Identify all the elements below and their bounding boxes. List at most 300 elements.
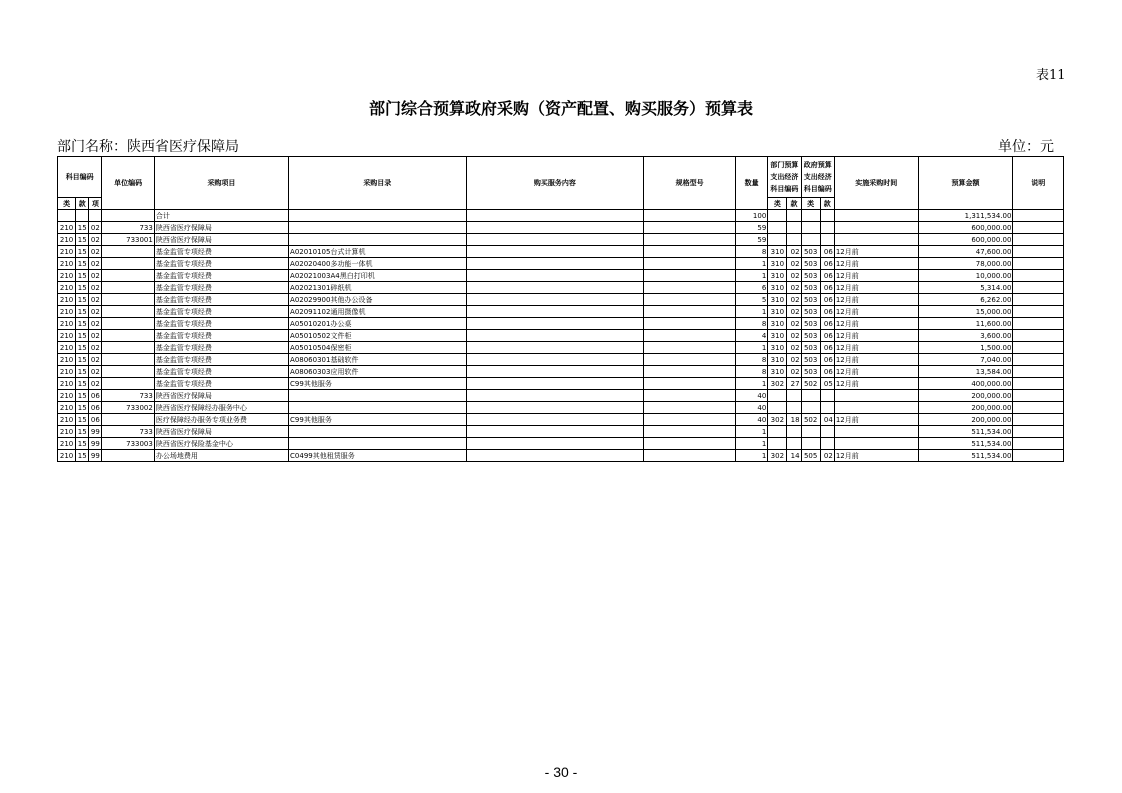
cell-item: 基金监管专项经费: [154, 294, 288, 306]
cell-xiang: 02: [89, 378, 102, 390]
cell-qty: 40: [736, 402, 768, 414]
cell-time: [834, 234, 918, 246]
header-unit-code: 单位编码: [102, 157, 154, 210]
cell-note: [1013, 414, 1064, 426]
cell-service: [466, 414, 644, 426]
cell-amount: 6,262.00: [918, 294, 1013, 306]
cell-g1: 503: [801, 306, 820, 318]
header-gov-lei: 类: [801, 198, 820, 210]
cell-g1: [801, 402, 820, 414]
cell-lei: 210: [58, 366, 76, 378]
cell-service: [466, 342, 644, 354]
cell-g2: 06: [820, 330, 834, 342]
cell-amount: 10,000.00: [918, 270, 1013, 282]
table-row: [58, 402, 1064, 414]
cell-item: 基金监管专项经费: [154, 258, 288, 270]
unit-label: 单位：元: [998, 139, 1054, 155]
cell-note: [1013, 246, 1064, 258]
cell-g2: 06: [820, 366, 834, 378]
cell-xiang: 02: [89, 258, 102, 270]
cell-note: [1013, 390, 1064, 402]
cell-d1: [768, 402, 787, 414]
cell-time: 12月前: [834, 246, 918, 258]
cell-spec: [644, 330, 736, 342]
cell-item: 陕西省医疗保障局: [154, 222, 288, 234]
page-title: 部门综合预算政府采购（资产配置、购买服务）预算表: [368, 99, 753, 118]
cell-d2: 18: [787, 414, 801, 426]
cell-lei: 210: [58, 294, 76, 306]
table-row: [58, 390, 1064, 402]
cell-d2: 27: [787, 378, 801, 390]
cell-spec: [644, 294, 736, 306]
cell-amount: 511,534.00: [918, 426, 1013, 438]
cell-g2: [820, 210, 834, 222]
cell-d1: 302: [768, 414, 787, 426]
cell-time: 12月前: [834, 354, 918, 366]
cell-catalog: A02021301碎纸机: [289, 282, 467, 294]
cell-unit: 733001: [102, 234, 154, 246]
cell-catalog: A05010504保密柜: [289, 342, 467, 354]
table-row: [58, 210, 1064, 222]
cell-item: 基金监管专项经费: [154, 306, 288, 318]
cell-d2: 02: [787, 354, 801, 366]
cell-note: [1013, 222, 1064, 234]
department-label: 部门名称：陕西省医疗保障局: [57, 139, 239, 155]
cell-d1: 310: [768, 270, 787, 282]
cell-qty: 40: [736, 414, 768, 426]
cell-unit: [102, 378, 154, 390]
table-row: [58, 342, 1064, 354]
cell-service: [466, 222, 644, 234]
cell-unit: 733: [102, 390, 154, 402]
cell-amount: 511,534.00: [918, 450, 1013, 462]
cell-g1: 503: [801, 342, 820, 354]
cell-d2: 02: [787, 258, 801, 270]
cell-amount: 200,000.00: [918, 402, 1013, 414]
cell-lei: 210: [58, 318, 76, 330]
cell-spec: [644, 342, 736, 354]
cell-catalog: A05010502文件柜: [289, 330, 467, 342]
cell-lei: 210: [58, 414, 76, 426]
cell-service: [466, 378, 644, 390]
table-row: [58, 426, 1064, 438]
cell-catalog: A08060303应用软件: [289, 366, 467, 378]
cell-qty: 6: [736, 282, 768, 294]
cell-d2: 02: [787, 294, 801, 306]
cell-g2: 06: [820, 306, 834, 318]
header-subject-code: 科目编码: [58, 157, 102, 198]
cell-d1: 310: [768, 306, 787, 318]
cell-xiang: 02: [89, 306, 102, 318]
cell-time: [834, 426, 918, 438]
cell-item: 基金监管专项经费: [154, 330, 288, 342]
cell-time: 12月前: [834, 414, 918, 426]
cell-note: [1013, 426, 1064, 438]
cell-qty: 1: [736, 438, 768, 450]
cell-xiang: 02: [89, 354, 102, 366]
cell-unit: [102, 282, 154, 294]
cell-unit: 733002: [102, 402, 154, 414]
cell-xiang: 02: [89, 330, 102, 342]
cell-note: [1013, 342, 1064, 354]
table-row: [58, 330, 1064, 342]
cell-catalog: A02021003A4黑白打印机: [289, 270, 467, 282]
cell-item: 基金监管专项经费: [154, 282, 288, 294]
cell-catalog: [289, 438, 467, 450]
table-row: [58, 318, 1064, 330]
cell-kuan: 15: [76, 342, 89, 354]
cell-amount: 200,000.00: [918, 390, 1013, 402]
cell-lei: 210: [58, 258, 76, 270]
cell-lei: 210: [58, 390, 76, 402]
cell-spec: [644, 414, 736, 426]
header-dept-kuan: 款: [787, 198, 801, 210]
cell-spec: [644, 234, 736, 246]
cell-catalog: A08060301基础软件: [289, 354, 467, 366]
cell-xiang: 99: [89, 438, 102, 450]
cell-lei: 210: [58, 426, 76, 438]
cell-g2: 04: [820, 414, 834, 426]
table-body: [58, 210, 1064, 462]
cell-d1: 302: [768, 378, 787, 390]
cell-xiang: 02: [89, 222, 102, 234]
cell-xiang: 06: [89, 402, 102, 414]
cell-time: [834, 438, 918, 450]
cell-d1: 310: [768, 330, 787, 342]
cell-lei: 210: [58, 222, 76, 234]
cell-amount: 600,000.00: [918, 234, 1013, 246]
cell-item: 陕西省医疗保障局: [154, 426, 288, 438]
cell-xiang: 02: [89, 234, 102, 246]
cell-service: [466, 438, 644, 450]
cell-lei: 210: [58, 438, 76, 450]
header-time: 实施采购时间: [834, 157, 918, 210]
cell-service: [466, 390, 644, 402]
cell-item: 医疗保障经办服务专项业务费: [154, 414, 288, 426]
header-amount: 预算金额: [918, 157, 1013, 210]
cell-time: 12月前: [834, 258, 918, 270]
cell-kuan: 15: [76, 438, 89, 450]
cell-g1: [801, 222, 820, 234]
cell-xiang: 02: [89, 342, 102, 354]
cell-d2: 02: [787, 306, 801, 318]
cell-xiang: 02: [89, 318, 102, 330]
cell-amount: 1,311,534.00: [918, 210, 1013, 222]
cell-unit: [102, 294, 154, 306]
cell-xiang: 99: [89, 426, 102, 438]
cell-unit: [102, 270, 154, 282]
header-dept-lei: 类: [768, 198, 787, 210]
table-row: [58, 282, 1064, 294]
table-row: [58, 366, 1064, 378]
cell-service: [466, 450, 644, 462]
cell-catalog: A02020400多功能一体机: [289, 258, 467, 270]
table-row: [58, 378, 1064, 390]
cell-d2: 02: [787, 270, 801, 282]
cell-item: 基金监管专项经费: [154, 246, 288, 258]
cell-service: [466, 426, 644, 438]
cell-spec: [644, 450, 736, 462]
cell-unit: 733: [102, 426, 154, 438]
cell-kuan: [76, 210, 89, 222]
cell-lei: 210: [58, 342, 76, 354]
cell-note: [1013, 330, 1064, 342]
cell-xiang: 02: [89, 282, 102, 294]
cell-d2: 02: [787, 330, 801, 342]
cell-d1: 310: [768, 258, 787, 270]
cell-kuan: 15: [76, 426, 89, 438]
cell-amount: 400,000.00: [918, 378, 1013, 390]
cell-catalog: [289, 390, 467, 402]
cell-unit: [102, 414, 154, 426]
cell-g1: 503: [801, 318, 820, 330]
cell-service: [466, 246, 644, 258]
cell-catalog: [289, 210, 467, 222]
cell-spec: [644, 258, 736, 270]
cell-qty: 1: [736, 258, 768, 270]
cell-note: [1013, 378, 1064, 390]
cell-lei: 210: [58, 270, 76, 282]
cell-spec: [644, 246, 736, 258]
cell-spec: [644, 426, 736, 438]
page-number: - 30 -: [544, 764, 578, 780]
cell-g1: [801, 234, 820, 246]
cell-kuan: 15: [76, 222, 89, 234]
cell-xiang: 99: [89, 450, 102, 462]
cell-kuan: 15: [76, 306, 89, 318]
cell-amount: 11,600.00: [918, 318, 1013, 330]
cell-g2: 06: [820, 294, 834, 306]
cell-g2: 06: [820, 270, 834, 282]
cell-amount: 78,000.00: [918, 258, 1013, 270]
cell-g2: 06: [820, 342, 834, 354]
cell-kuan: 15: [76, 402, 89, 414]
cell-time: 12月前: [834, 366, 918, 378]
cell-kuan: 15: [76, 294, 89, 306]
cell-amount: 600,000.00: [918, 222, 1013, 234]
header-kuan: 款: [76, 198, 89, 210]
cell-d2: 02: [787, 282, 801, 294]
cell-service: [466, 210, 644, 222]
cell-item: 办公场地费用: [154, 450, 288, 462]
table-row: [58, 450, 1064, 462]
cell-catalog: [289, 402, 467, 414]
cell-item: 基金监管专项经费: [154, 270, 288, 282]
cell-service: [466, 258, 644, 270]
cell-service: [466, 402, 644, 414]
cell-unit: [102, 258, 154, 270]
cell-kuan: 15: [76, 354, 89, 366]
cell-g1: 503: [801, 270, 820, 282]
cell-g2: [820, 402, 834, 414]
cell-qty: 8: [736, 246, 768, 258]
cell-qty: 1: [736, 378, 768, 390]
cell-time: 12月前: [834, 282, 918, 294]
cell-d1: 310: [768, 354, 787, 366]
cell-amount: 511,534.00: [918, 438, 1013, 450]
cell-g1: 503: [801, 258, 820, 270]
cell-unit: [102, 306, 154, 318]
cell-unit: [102, 342, 154, 354]
cell-amount: 47,600.00: [918, 246, 1013, 258]
cell-service: [466, 366, 644, 378]
cell-amount: 3,600.00: [918, 330, 1013, 342]
cell-note: [1013, 234, 1064, 246]
header-gov-kuan: 款: [820, 198, 834, 210]
cell-service: [466, 318, 644, 330]
cell-catalog: A02029900其他办公设备: [289, 294, 467, 306]
header-gov-econ: 政府预算支出经济科目编码: [801, 157, 834, 198]
cell-g1: 503: [801, 294, 820, 306]
cell-unit: [102, 210, 154, 222]
cell-note: [1013, 318, 1064, 330]
cell-g1: [801, 426, 820, 438]
cell-qty: 40: [736, 390, 768, 402]
cell-lei: 210: [58, 306, 76, 318]
cell-kuan: 15: [76, 414, 89, 426]
cell-item: 陕西省医疗保障经办服务中心: [154, 402, 288, 414]
cell-lei: 210: [58, 234, 76, 246]
cell-qty: 8: [736, 366, 768, 378]
cell-g1: 503: [801, 246, 820, 258]
cell-d1: 310: [768, 246, 787, 258]
cell-catalog: C99其他服务: [289, 378, 467, 390]
cell-time: 12月前: [834, 342, 918, 354]
cell-unit: 733003: [102, 438, 154, 450]
cell-g2: [820, 438, 834, 450]
cell-item: 陕西省医疗保险基金中心: [154, 438, 288, 450]
cell-note: [1013, 306, 1064, 318]
cell-d1: 310: [768, 342, 787, 354]
cell-note: [1013, 366, 1064, 378]
cell-d2: [787, 222, 801, 234]
cell-note: [1013, 450, 1064, 462]
cell-item: 基金监管专项经费: [154, 354, 288, 366]
cell-kuan: 15: [76, 450, 89, 462]
cell-lei: 210: [58, 330, 76, 342]
cell-d1: [768, 234, 787, 246]
cell-g2: 06: [820, 282, 834, 294]
cell-lei: 210: [58, 246, 76, 258]
cell-item: 基金监管专项经费: [154, 318, 288, 330]
cell-service: [466, 306, 644, 318]
header-catalog: 采购目录: [289, 157, 467, 210]
table-row: [58, 246, 1064, 258]
cell-spec: [644, 438, 736, 450]
cell-amount: 15,000.00: [918, 306, 1013, 318]
cell-unit: [102, 366, 154, 378]
cell-g1: 503: [801, 330, 820, 342]
cell-time: 12月前: [834, 330, 918, 342]
cell-kuan: 15: [76, 282, 89, 294]
cell-item: 陕西省医疗保障局: [154, 234, 288, 246]
cell-unit: [102, 330, 154, 342]
cell-qty: 4: [736, 330, 768, 342]
cell-spec: [644, 402, 736, 414]
cell-note: [1013, 270, 1064, 282]
cell-note: [1013, 282, 1064, 294]
cell-g2: [820, 390, 834, 402]
cell-g2: [820, 222, 834, 234]
cell-unit: [102, 246, 154, 258]
cell-d2: [787, 438, 801, 450]
cell-item: 陕西省医疗保障局: [154, 390, 288, 402]
cell-g2: 06: [820, 354, 834, 366]
cell-amount: 5,314.00: [918, 282, 1013, 294]
cell-kuan: 15: [76, 270, 89, 282]
cell-spec: [644, 378, 736, 390]
cell-d2: [787, 402, 801, 414]
table-row: [58, 414, 1064, 426]
cell-d1: [768, 390, 787, 402]
cell-qty: 1: [736, 270, 768, 282]
cell-d2: 02: [787, 366, 801, 378]
cell-amount: 200,000.00: [918, 414, 1013, 426]
cell-catalog: A02091102通用摄像机: [289, 306, 467, 318]
cell-spec: [644, 210, 736, 222]
cell-item: 基金监管专项经费: [154, 342, 288, 354]
cell-qty: 1: [736, 450, 768, 462]
cell-unit: 733: [102, 222, 154, 234]
cell-note: [1013, 438, 1064, 450]
table-row: [58, 354, 1064, 366]
cell-spec: [644, 354, 736, 366]
cell-amount: 1,500.00: [918, 342, 1013, 354]
cell-g2: 06: [820, 246, 834, 258]
header-service: 购买服务内容: [466, 157, 644, 210]
cell-kuan: 15: [76, 234, 89, 246]
cell-lei: [58, 210, 76, 222]
cell-service: [466, 294, 644, 306]
cell-service: [466, 270, 644, 282]
cell-xiang: 06: [89, 390, 102, 402]
table-row: [58, 306, 1064, 318]
cell-qty: 1: [736, 306, 768, 318]
cell-lei: 210: [58, 402, 76, 414]
cell-kuan: 15: [76, 330, 89, 342]
cell-lei: 210: [58, 282, 76, 294]
cell-spec: [644, 306, 736, 318]
cell-d1: 302: [768, 450, 787, 462]
header-qty: 数量: [736, 157, 768, 210]
header-item: 采购项目: [154, 157, 288, 210]
cell-unit: [102, 450, 154, 462]
table-row: [58, 294, 1064, 306]
cell-g1: 505: [801, 450, 820, 462]
cell-catalog: C99其他服务: [289, 414, 467, 426]
table-row: [58, 270, 1064, 282]
cell-note: [1013, 354, 1064, 366]
cell-service: [466, 282, 644, 294]
cell-qty: 59: [736, 234, 768, 246]
header-spec: 规格型号: [644, 157, 736, 210]
header-lei: 类: [58, 198, 76, 210]
table-row: [58, 234, 1064, 246]
cell-spec: [644, 222, 736, 234]
cell-d2: 02: [787, 342, 801, 354]
cell-lei: 210: [58, 354, 76, 366]
header-dept-econ: 部门预算支出经济科目编码: [768, 157, 801, 198]
cell-catalog: C0499其他租赁服务: [289, 450, 467, 462]
cell-time: 12月前: [834, 318, 918, 330]
cell-time: 12月前: [834, 306, 918, 318]
cell-spec: [644, 366, 736, 378]
cell-unit: [102, 354, 154, 366]
cell-spec: [644, 270, 736, 282]
cell-g1: 503: [801, 366, 820, 378]
cell-catalog: [289, 426, 467, 438]
cell-g1: 502: [801, 378, 820, 390]
